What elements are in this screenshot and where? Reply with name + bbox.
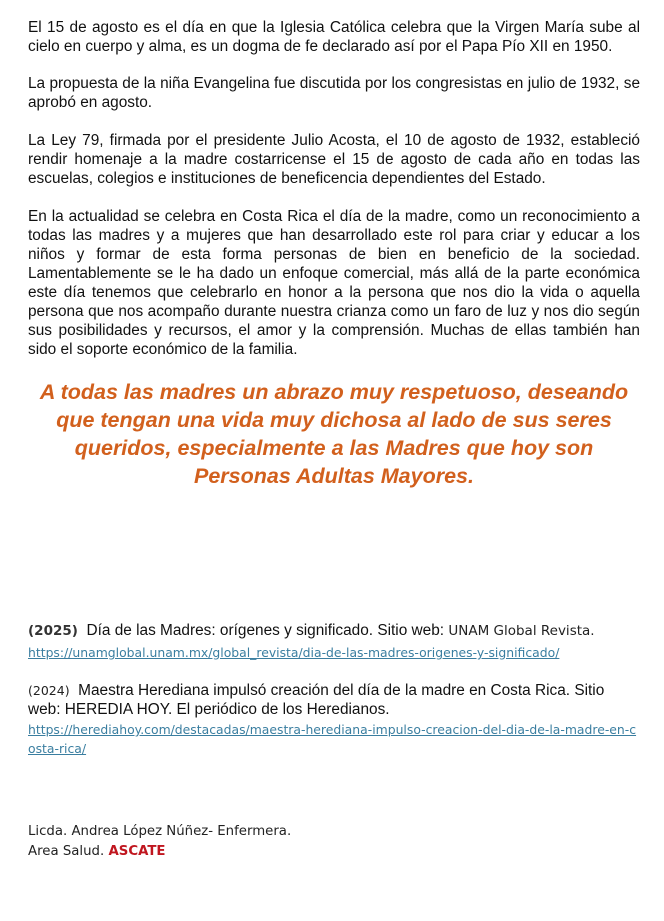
highlight-message: A todas las madres un abrazo muy respetuoso, deseando que tengan una vida muy dichosa al lado de sus seres queridos, especialmente a las Madres que hoy son Personas Adultas Mayores. <box>39 380 629 488</box>
signature-org: ASCATE <box>108 844 166 859</box>
signature <box>28 822 291 862</box>
signature-area-label: Area Salud. <box>28 844 105 859</box>
signature-name: Licda. Andrea López Núñez- Enfermera. <box>28 824 292 839</box>
reference-title: Maestra Herediana impulsó creación del día de la madre en Costa Rica. Sitio web: HEREDIA HOY. El periódico de los Heredianos. <box>28 682 605 718</box>
reference-item <box>28 681 640 758</box>
reference-year: (2024) <box>28 683 70 698</box>
paragraph-proposal: La propuesta de la niña Evangelina fue discutida por los congresistas en julio de 1932, se aprobó en agosto. <box>28 75 640 111</box>
reference-title: Día de las Madres: orígenes y significado. Sitio web: <box>86 622 445 639</box>
references <box>28 620 640 758</box>
paragraph-law-79: La Ley 79, firmada por el presidente Julio Acosta, el 10 de agosto de 1932, estableció rendir homenaje a la madre costarricense el 15 de agosto de cada año en todas las escuelas, colegios e instituciones de beneficencia dependientes del Estado. <box>28 132 640 187</box>
paragraph-current-celebration: En la actualidad se celebra en Costa Rica el día de la madre, como un reconocimiento a todas las madres y a mujeres que han desarrollado este rol para criar y educar a los niños y formar de esta forma personas de bien en beneficio de la sociedad. Lamentablemente se le ha dado un enfoque comercial, más allá de la parte económica este día tenemos que celebrarlo en honor a la persona que nos dio la vida o aquella persona que nos acompaño durante nuestra crianza como un faro de luz y nos dio según sus posibilidades y recursos, el amor y la comprensión. Muchas de ellas también han sido el soporte económico de la familia. <box>28 208 640 358</box>
reference-source: UNAM Global Revista. <box>448 623 595 639</box>
reference-link[interactable]: https://herediahoy.com/destacadas/maestra-herediana-impulso-creacion-del-dia-de-la-madre-en-costa-rica/ <box>28 722 637 756</box>
reference-year: (2025) <box>28 623 78 639</box>
reference-item <box>28 620 640 664</box>
reference-link[interactable]: https://unamglobal.unam.mx/global_revista/dia-de-las-madres-origenes-y-significado/ <box>28 645 560 660</box>
signature-area <box>28 842 291 862</box>
paragraph-assumption: El 15 de agosto es el día en que la Iglesia Católica celebra que la Virgen María sube al cielo en cuerpo y alma, es un dogma de fe declarado así por el Papa Pío XII en 1950. <box>28 19 640 55</box>
